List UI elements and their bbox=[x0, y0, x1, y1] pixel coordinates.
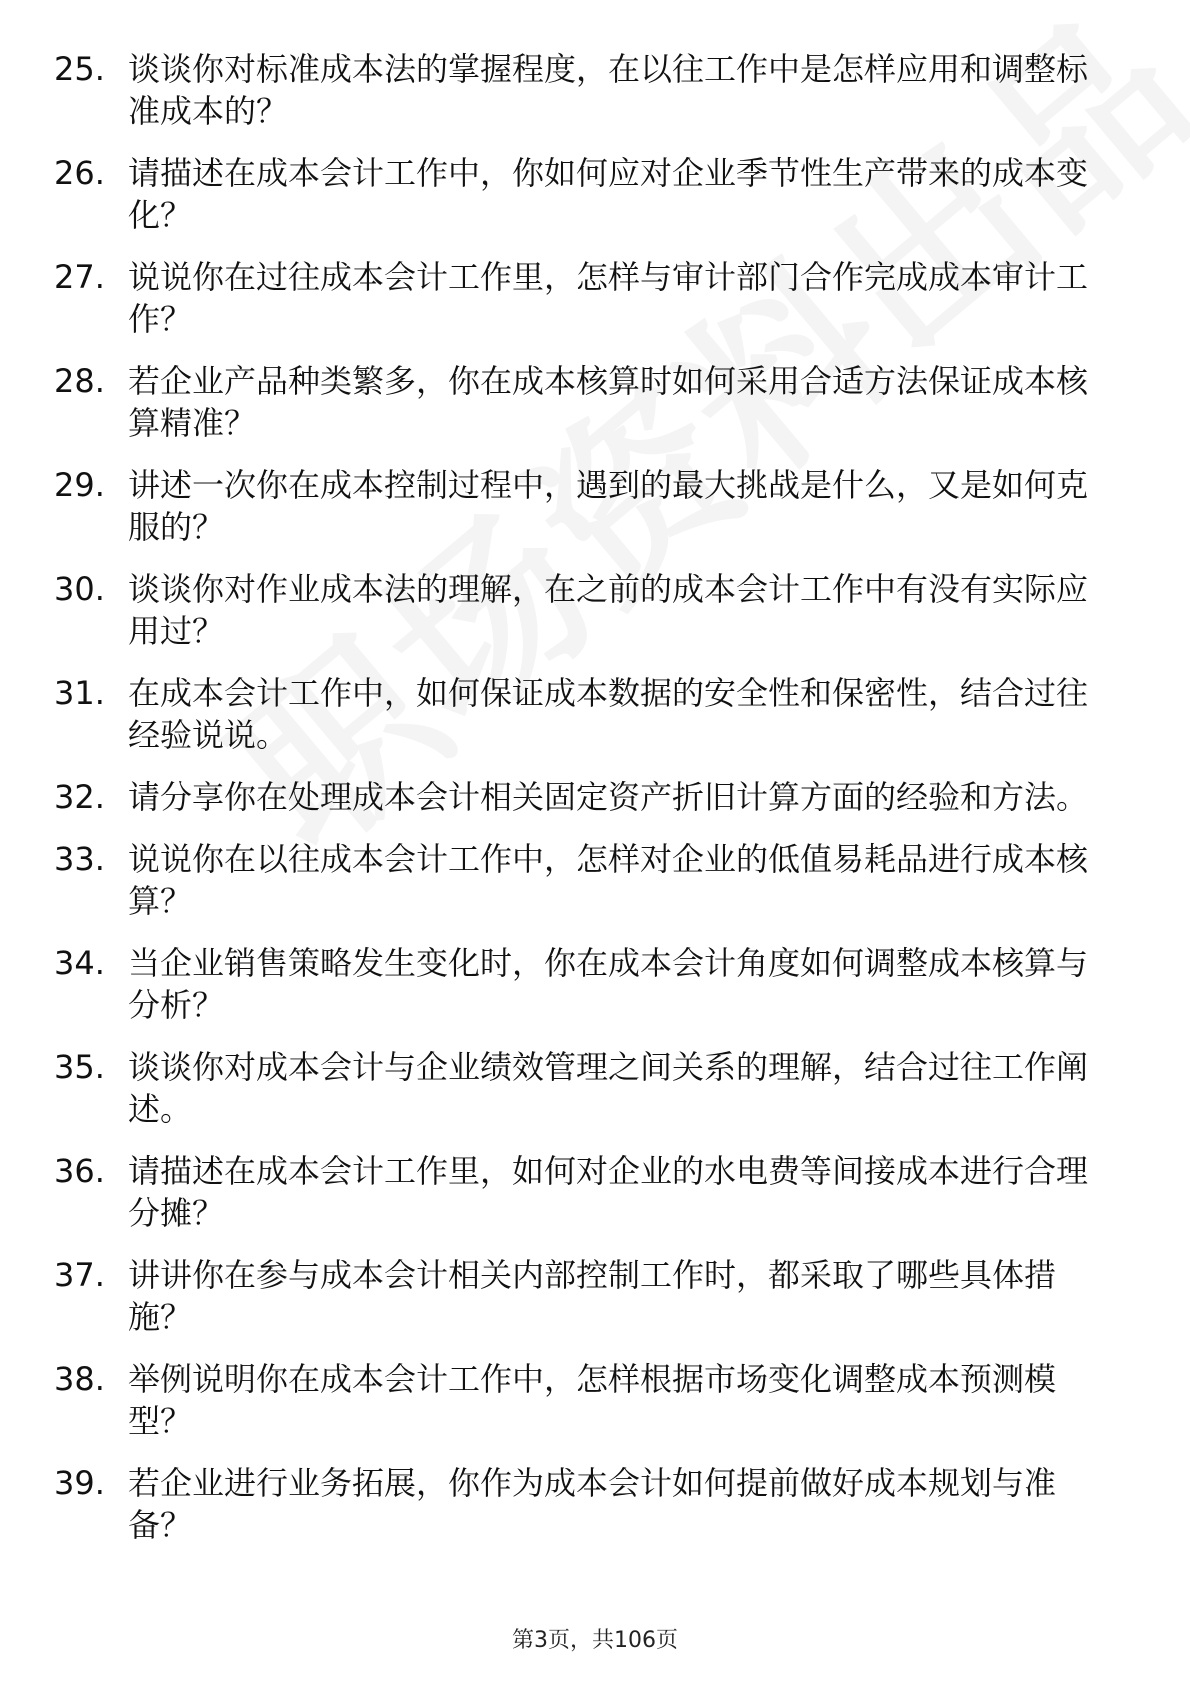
question-number: 29. bbox=[54, 466, 105, 504]
list-item bbox=[54, 1358, 1094, 1442]
question-number: 28. bbox=[54, 362, 105, 400]
list-item bbox=[54, 568, 1094, 652]
list-item bbox=[54, 1254, 1094, 1338]
question-number: 36. bbox=[54, 1152, 105, 1190]
question-number: 32. bbox=[54, 778, 105, 816]
question-number: 37. bbox=[54, 1256, 105, 1294]
question-number: 26. bbox=[54, 154, 105, 192]
question-number: 25. bbox=[54, 50, 105, 88]
question-text: 当企业销售策略发生变化时，你在成本会计角度如何调整成本核算与分析？ bbox=[128, 944, 1089, 1024]
page-footer: 第3页，共106页 bbox=[512, 1628, 678, 1653]
list-item bbox=[54, 48, 1094, 132]
question-number: 35. bbox=[54, 1048, 105, 1086]
list-item bbox=[54, 152, 1094, 236]
list-item bbox=[54, 672, 1094, 756]
list-item bbox=[54, 464, 1094, 548]
question-text: 若企业进行业务拓展，你作为成本会计如何提前做好成本规划与准备？ bbox=[128, 1464, 1057, 1544]
question-text: 请描述在成本会计工作里，如何对企业的水电费等间接成本进行合理分摊？ bbox=[128, 1152, 1089, 1232]
question-text: 请描述在成本会计工作中，你如何应对企业季节性生产带来的成本变化？ bbox=[128, 154, 1089, 234]
question-number: 34. bbox=[54, 944, 105, 982]
question-text: 请分享你在处理成本会计相关固定资产折旧计算方面的经验和方法。 bbox=[128, 778, 1089, 816]
question-number: 38. bbox=[54, 1360, 105, 1398]
question-text: 谈谈你对作业成本法的理解，在之前的成本会计工作中有没有实际应用过？ bbox=[128, 570, 1089, 650]
question-text: 讲述一次你在成本控制过程中，遇到的最大挑战是什么，又是如何克服的？ bbox=[128, 466, 1089, 546]
list-item bbox=[54, 360, 1094, 444]
question-text: 说说你在过往成本会计工作里，怎样与审计部门合作完成成本审计工作？ bbox=[128, 258, 1089, 338]
list-item bbox=[54, 838, 1094, 922]
list-item bbox=[54, 1046, 1094, 1130]
list-item bbox=[54, 1462, 1094, 1546]
list-item bbox=[54, 942, 1094, 1026]
question-text: 若企业产品种类繁多，你在成本核算时如何采用合适方法保证成本核算精准？ bbox=[128, 362, 1089, 442]
question-text: 说说你在以往成本会计工作中，怎样对企业的低值易耗品进行成本核算？ bbox=[128, 840, 1089, 920]
question-number: 27. bbox=[54, 258, 105, 296]
question-text: 谈谈你对标准成本法的掌握程度，在以往工作中是怎样应用和调整标准成本的？ bbox=[128, 50, 1089, 130]
question-number: 30. bbox=[54, 570, 105, 608]
question-number: 33. bbox=[54, 840, 105, 878]
question-text: 谈谈你对成本会计与企业绩效管理之间关系的理解，结合过往工作阐述。 bbox=[128, 1048, 1089, 1128]
question-number: 39. bbox=[54, 1464, 105, 1502]
question-list bbox=[54, 48, 1094, 1566]
question-number: 31. bbox=[54, 674, 105, 712]
question-text: 举例说明你在成本会计工作中，怎样根据市场变化调整成本预测模型？ bbox=[128, 1360, 1057, 1440]
question-text: 讲讲你在参与成本会计相关内部控制工作时，都采取了哪些具体措施？ bbox=[128, 1256, 1057, 1336]
list-item bbox=[54, 776, 1094, 818]
list-item bbox=[54, 256, 1094, 340]
list-item bbox=[54, 1150, 1094, 1234]
question-text: 在成本会计工作中，如何保证成本数据的安全性和保密性，结合过往经验说说。 bbox=[128, 674, 1089, 754]
